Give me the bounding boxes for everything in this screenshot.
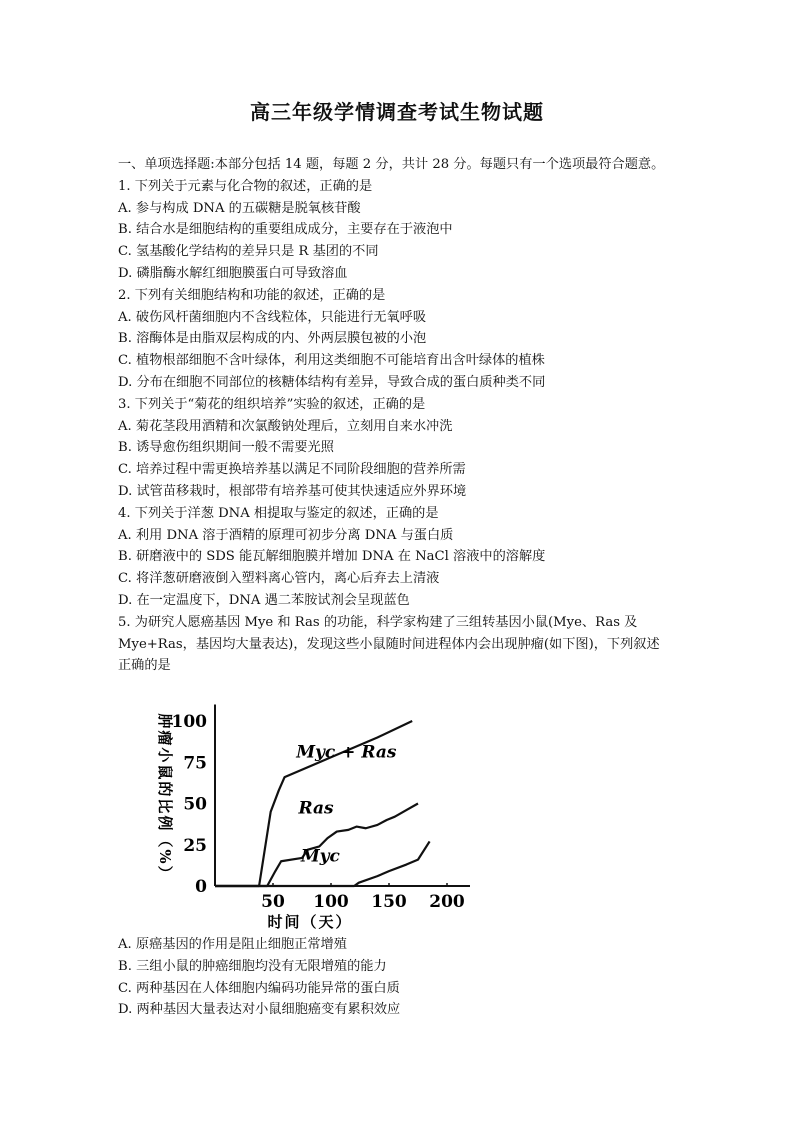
q1-option-d: D. 磷脂酶水解红细胞膜蛋白可导致溶血 [118,265,348,281]
q2-option-b: B. 溶酶体是由脂双层构成的内、外两层膜包被的小泡 [118,331,427,347]
q5-stem-line-3: 正确的是 [118,658,171,674]
q3-option-c: C. 培养过程中需更换培养基以满足不同阶段细胞的营养所需 [118,462,466,478]
y-tick-label: 0 [195,877,207,897]
y-tick-label: 75 [183,753,207,774]
q4-option-a: A. 利用 DNA 溶于酒精的原理可初步分离 DNA 与蛋白质 [118,527,454,543]
q5-stem-line-1: 5. 为研究人愿癌基因 Mye 和 Ras 的功能，科学家构建了三组转基因小鼠(Mye、Ras 及 [118,614,638,630]
y-tick-label: 100 [171,712,207,732]
q4-option-d: D. 在一定温度下，DNA 遇二苯胺试剂会呈现蓝色 [118,592,410,608]
q2-stem: 2. 下列有关细胞结构和功能的叙述，正确的是 [118,287,386,303]
q1-option-c: C. 氢基酸化学结构的差异只是 R 基团的不同 [118,244,379,260]
q3-option-b: B. 诱导愈伤组织期间一般不需要光照 [118,440,334,456]
q1-option-a: A. 参与构成 DNA 的五碳糖是脱氧核苷酸 [118,200,361,216]
series-label: Ras [298,798,334,819]
q3-option-d: D. 试管苗移栽时，根部带有培养基可使其快速适应外界环境 [118,483,467,499]
x-tick-label: 150 [371,892,407,912]
x-tick-label: 50 [261,892,285,912]
tumor-chart [140,690,470,939]
q4-option-b: B. 研磨液中的 SDS 能瓦解细胞膜并增加 DNA 在 NaCl 溶液中的溶解度 [118,549,546,565]
q5-option-b: B. 三组小鼠的肿癌细胞均没有无限增殖的能力 [118,958,387,974]
q2-option-a: A. 破伤风杆菌细胞内不含线粒体，只能进行无氧呼吸 [118,309,427,325]
x-axis-label: 时间（天） [267,913,353,931]
q5-stem-line-2: Mye+Ras，基因均大量表达)，发现这些小鼠随时间进程体内会出现肿瘤(如下图)，下列叙述 [118,636,660,652]
x-tick-label: 200 [429,892,465,912]
q5-option-c: C. 两种基因在人体细胞内编码功能异常的蛋白质 [118,980,400,996]
tumor-chart-svg [140,690,470,935]
question-block-top [118,154,778,677]
y-tick-label: 50 [183,794,207,815]
q5-options [118,934,778,1021]
y-axis-label: 肿瘤小鼠的比例（%） [156,713,174,883]
series-label: Myc [300,846,340,867]
q3-stem: 3. 下列关于“菊花的组织培养”实验的叙述，正确的是 [118,396,426,412]
q5-option-a: A. 原癌基因的作用是阻止细胞正常增殖 [118,937,347,952]
q2-option-d: D. 分布在细胞不同部位的核糖体结构有差异，导致合成的蛋白质种类不同 [118,374,546,390]
series-label: Myc + Ras [296,742,397,763]
section-intro: 一、单项选择题:本部分包括 14 题，每题 2 分，共计 28 分。每题只有一个选项最符合题意。 [118,157,665,172]
q1-option-b: B. 结合水是细胞结构的重要组成成分，主要存在于液泡中 [118,222,453,238]
page-title: 高三年级学情调查考试生物试题 [250,100,544,124]
x-tick-label: 100 [313,892,349,912]
y-tick-label: 25 [183,835,207,856]
q4-stem: 4. 下列关于洋葱 DNA 相提取与鉴定的叙述，正确的是 [118,505,439,521]
q3-option-a: A. 菊花茎段用酒精和次氯酸钠处理后，立刻用自来水冲洗 [118,418,453,434]
q1-stem: 1. 下列关于元素与化合物的叙述，正确的是 [118,178,373,194]
q5-option-d: D. 两种基因大量表达对小鼠细胞癌变有累积效应 [118,1002,401,1018]
q4-option-c: C. 将洋葱研磨液倒入塑料离心管内，离心后弃去上清液 [118,571,440,587]
q2-option-c: C. 植物根部细胞不含叶绿体，利用这类细胞不可能培育出含叶绿体的植株 [118,353,545,369]
